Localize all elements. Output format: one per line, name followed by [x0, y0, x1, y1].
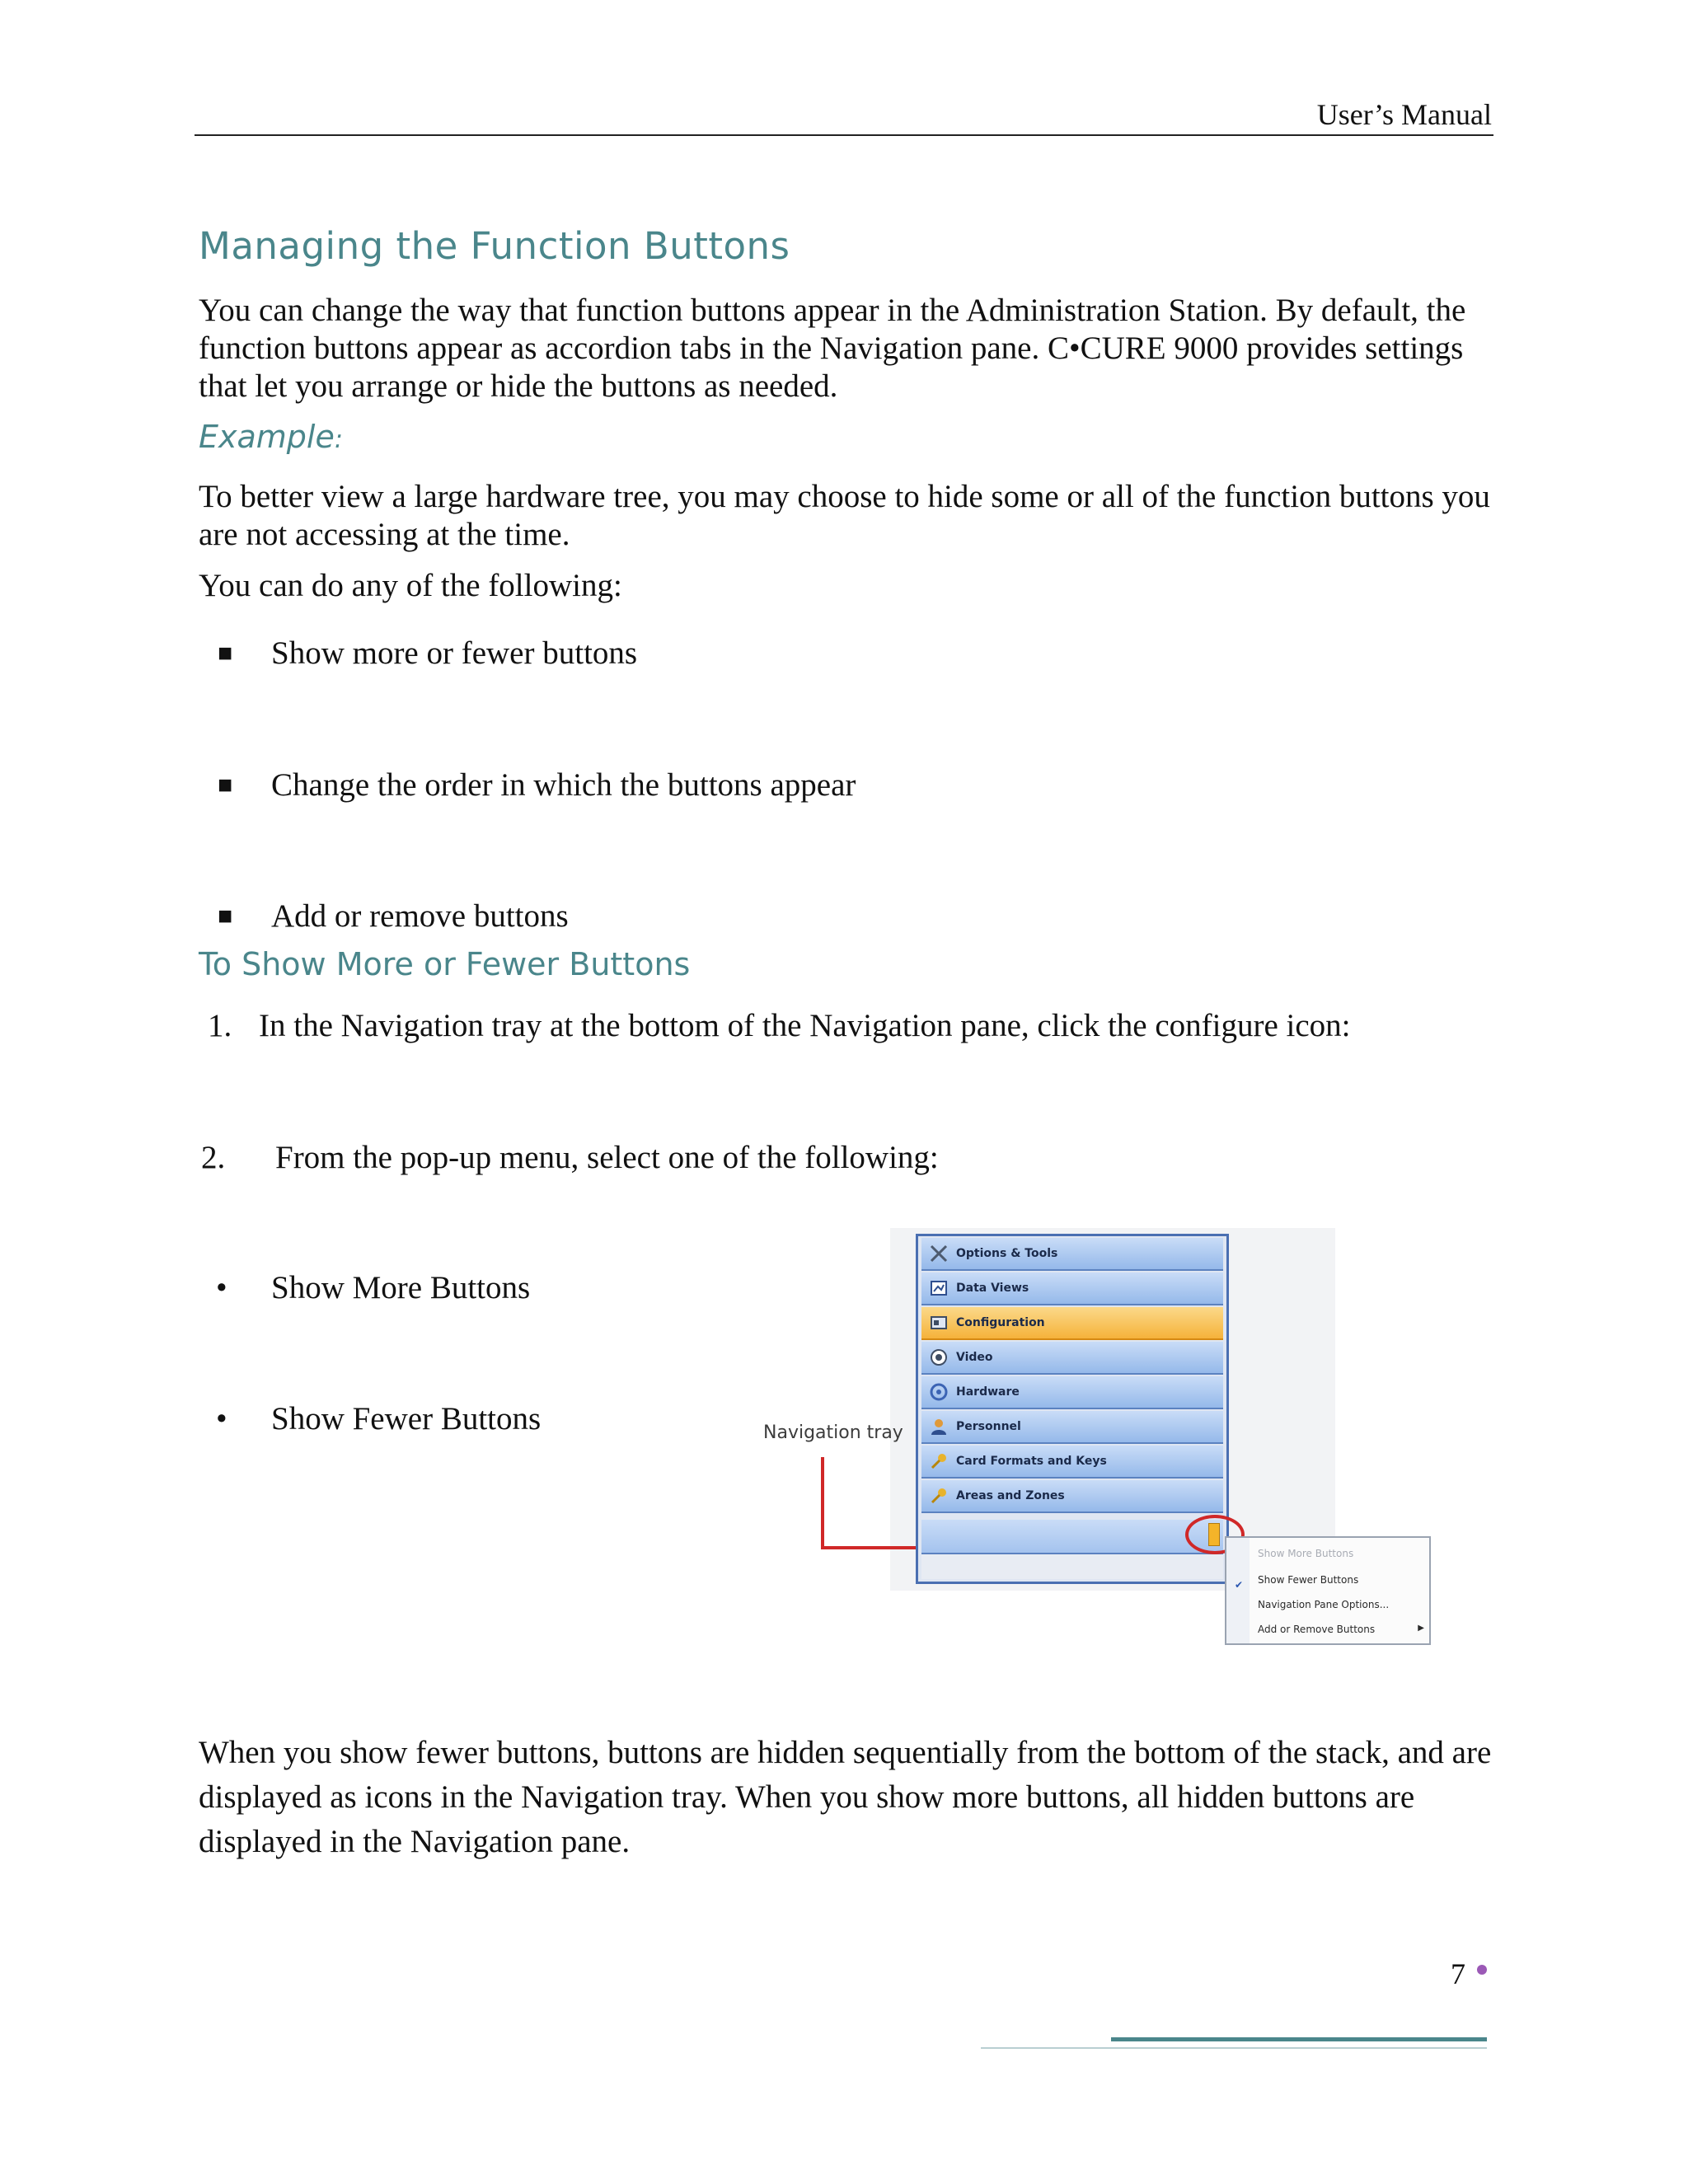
example-label — [199, 419, 343, 455]
nav-button-hardware[interactable] — [921, 1376, 1223, 1409]
navigation-pane — [916, 1234, 1229, 1584]
navigation-tray-footer — [921, 1554, 1223, 1579]
figure-caption: Navigation tray — [763, 1422, 903, 1443]
nav-button-label: Hardware — [956, 1385, 1020, 1399]
option-text: Show More Buttons — [271, 1270, 531, 1305]
footer-rule — [1111, 2037, 1487, 2041]
example-colon: : — [334, 425, 343, 454]
checkmark-icon: ✔ — [1235, 1579, 1244, 1591]
nav-button-personnel[interactable] — [921, 1411, 1223, 1444]
callout-line — [821, 1457, 824, 1549]
navigation-tray — [921, 1520, 1223, 1554]
bullet-item — [218, 902, 232, 930]
bullet-text: Change the order in which the buttons appear — [271, 767, 856, 803]
submenu-arrow-icon: ▶ — [1418, 1624, 1424, 1633]
section-heading: Managing the Function Buttons — [199, 224, 790, 268]
square-bullet-icon: ■ — [218, 771, 233, 799]
personnel-icon — [928, 1416, 950, 1437]
footer-rule — [981, 2047, 1487, 2049]
video-icon — [928, 1347, 950, 1368]
step-number: 2. — [201, 1140, 226, 1175]
bullet-text: Add or remove buttons — [271, 898, 569, 934]
hardware-icon — [928, 1381, 950, 1403]
nav-button-options-tools[interactable] — [921, 1238, 1223, 1271]
menu-item-nav-pane-options[interactable]: Navigation Pane Options... — [1258, 1599, 1390, 1610]
closing-paragraph: When you show fewer buttons, buttons are hidden sequentially from the bottom of the stack, and are displayed as icons in the Navigation tray. When you show more buttons, all hidden buttons are displayed in the Navigation pane. — [199, 1735, 1492, 1859]
nav-button-card-formats[interactable] — [921, 1446, 1223, 1479]
nav-button-label: Configuration — [956, 1316, 1045, 1329]
header-rule — [195, 134, 1493, 136]
page-dot-icon — [1477, 1965, 1487, 1975]
step-text: In the Navigation tray at the bottom of the Navigation pane, click the configure icon: — [259, 1008, 1351, 1043]
dot-bullet-icon: • — [216, 1270, 227, 1305]
subsection-heading: To Show More or Fewer Buttons — [199, 946, 691, 982]
bullet-text: Show more or fewer buttons — [271, 635, 638, 671]
nav-button-label: Video — [956, 1351, 993, 1364]
nav-button-label: Data Views — [956, 1282, 1029, 1295]
nav-button-label: Areas and Zones — [956, 1489, 1065, 1502]
example-paragraph: To better view a large hardware tree, you may choose to hide some or all of the function buttons you are not accessing at the time. — [199, 479, 1490, 552]
nav-button-label: Card Formats and Keys — [956, 1455, 1107, 1468]
callout-line — [821, 1546, 918, 1549]
data-views-icon — [928, 1277, 950, 1299]
key-icon — [928, 1485, 950, 1507]
intro-paragraph: You can change the way that function buttons appear in the Administration Station. By default, the function buttons appear as accordion tabs in the Navigation pane. C•CURE 9000 provides settings that let you arrange or hide the buttons as needed. — [199, 293, 1466, 404]
lead-paragraph: You can do any of the following: — [199, 568, 622, 603]
running-header: User’s Manual — [1316, 98, 1492, 131]
popup-menu — [1225, 1536, 1431, 1645]
popup-menu-gutter — [1226, 1538, 1250, 1643]
page-number: 7 — [1451, 1957, 1465, 1990]
nav-button-video[interactable] — [921, 1342, 1223, 1375]
key-icon — [928, 1451, 950, 1472]
bullet-item — [218, 640, 232, 668]
square-bullet-icon: ■ — [218, 640, 233, 667]
tools-icon — [928, 1243, 950, 1264]
menu-item-show-more[interactable]: Show More Buttons — [1258, 1548, 1354, 1559]
nav-button-areas-zones[interactable] — [921, 1480, 1223, 1513]
menu-item-show-fewer[interactable]: Show Fewer Buttons — [1258, 1574, 1359, 1586]
step-number: 1. — [208, 1008, 232, 1043]
option-text: Show Fewer Buttons — [271, 1401, 542, 1436]
nav-button-configuration[interactable] — [921, 1307, 1223, 1340]
dot-bullet-icon: • — [216, 1401, 227, 1436]
nav-button-label: Options & Tools — [956, 1247, 1058, 1260]
nav-button-label: Personnel — [956, 1420, 1021, 1433]
square-bullet-icon: ■ — [218, 902, 233, 930]
menu-item-add-remove[interactable]: Add or Remove Buttons — [1258, 1624, 1376, 1635]
configuration-icon — [928, 1312, 950, 1333]
nav-button-data-views[interactable] — [921, 1272, 1223, 1305]
bullet-item — [218, 771, 232, 799]
example-label-text: Example — [199, 419, 335, 455]
step-text: From the pop-up menu, select one of the following: — [275, 1140, 939, 1175]
